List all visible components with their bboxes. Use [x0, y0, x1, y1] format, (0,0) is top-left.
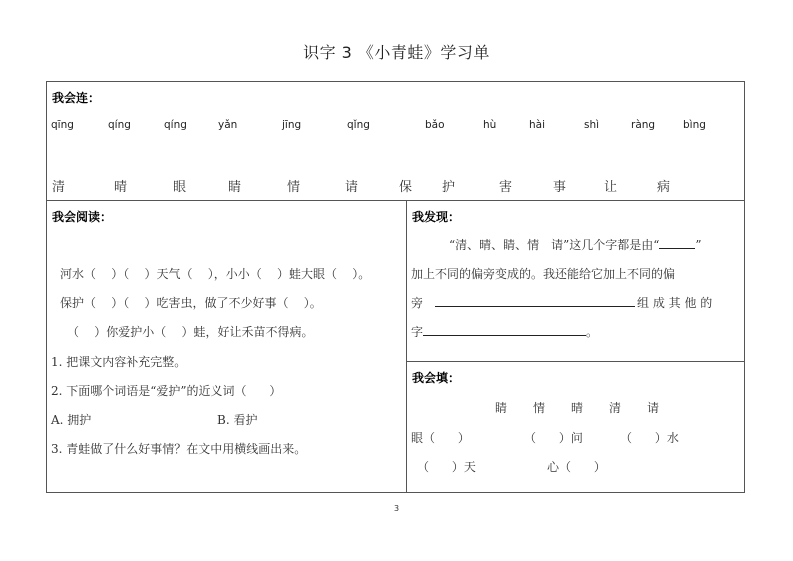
hanzi-item: 病: [657, 180, 671, 195]
hanzi-item: 睛: [228, 180, 242, 195]
fill-char: 睛: [495, 401, 508, 415]
read-heading: 我会阅读：: [52, 210, 113, 224]
answer-blank[interactable]: [659, 236, 695, 249]
hanzi-item: 事: [553, 180, 567, 195]
hanzi-item: 眼: [173, 180, 187, 195]
pinyin-item: jīng: [282, 119, 302, 131]
section-read: [47, 201, 407, 492]
pinyin-item: qīng: [51, 119, 74, 131]
discover-text: ”: [695, 238, 702, 252]
fill-char: 请: [647, 401, 660, 415]
fill-item: （ ）水: [620, 431, 679, 445]
discover-text: “清、晴、睛、情 请”这几个字都是由“: [449, 238, 660, 252]
page-number: 3: [393, 504, 400, 513]
section-fill: [407, 362, 744, 492]
hanzi-item: 害: [499, 180, 513, 195]
discover-line-4: [411, 323, 598, 340]
passage-line: 河水（ ）（ ）天气（ ），小小（ ）蛙大眼（ ）。: [60, 267, 371, 281]
connect-heading: 我会连：: [52, 91, 101, 105]
discover-text: 组 成 其 他 的: [637, 296, 713, 310]
discover-heading: 我发现：: [412, 210, 461, 224]
pinyin-item: ràng: [631, 119, 656, 131]
pinyin-item: qíng: [164, 119, 187, 131]
discover-text: 字: [411, 325, 424, 339]
pinyin-item: qǐng: [347, 119, 370, 131]
hanzi-item: 清: [52, 180, 66, 195]
hanzi-item: 保: [399, 180, 413, 195]
pinyin-item: shì: [584, 119, 600, 131]
fill-heading: 我会填：: [412, 371, 461, 385]
answer-blank[interactable]: [435, 294, 635, 307]
option-b: B. 看护: [217, 413, 258, 427]
answer-blank[interactable]: [423, 323, 586, 336]
passage-line: 保护（ ）（ ）吃害虫，做了不少好事（ ）。: [60, 296, 322, 310]
question-1: 1. 把课文内容补充完整。: [51, 355, 187, 369]
fill-char: 清: [609, 401, 622, 415]
fill-item: 心（ ）: [547, 460, 606, 474]
pinyin-item: bǎo: [425, 119, 445, 131]
pinyin-item: yǎn: [218, 119, 238, 131]
page-title: 识字 3 《小青蛙》学习单: [303, 43, 490, 62]
worksheet-table: [46, 81, 745, 493]
fill-item: 眼（ ）: [411, 431, 470, 445]
fill-item: （ ）问: [524, 431, 583, 445]
discover-line-3: [411, 294, 712, 311]
pinyin-item: hài: [529, 119, 546, 131]
section-discover: [407, 201, 744, 362]
discover-line-2: 加上不同的偏旁变成的。我还能给它加上不同的偏: [411, 267, 676, 281]
pinyin-item: bìng: [683, 119, 706, 131]
passage-line: （ ）你爱护小（ ）蛙，好让禾苗不得病。: [67, 325, 314, 339]
question-2: 2. 下面哪个词语是“爱护”的近义词（ ）: [51, 384, 282, 398]
fill-item: （ ）天: [417, 460, 476, 474]
pinyin-item: qíng: [108, 119, 131, 131]
fill-char: 情: [533, 401, 546, 415]
hanzi-item: 晴: [114, 180, 128, 195]
discover-text: 旁: [411, 296, 424, 310]
hanzi-item: 让: [604, 180, 618, 195]
hanzi-item: 护: [442, 180, 456, 195]
hanzi-item: 情: [287, 180, 301, 195]
pinyin-item: hù: [483, 119, 497, 131]
option-a: A. 拥护: [51, 413, 92, 427]
discover-line-1: [449, 236, 702, 253]
question-3: 3. 青蛙做了什么好事情？在文中用横线画出来。: [51, 442, 307, 456]
section-connect: [47, 82, 744, 201]
discover-text: 。: [586, 325, 599, 339]
hanzi-item: 请: [345, 180, 359, 195]
fill-char: 晴: [571, 401, 584, 415]
